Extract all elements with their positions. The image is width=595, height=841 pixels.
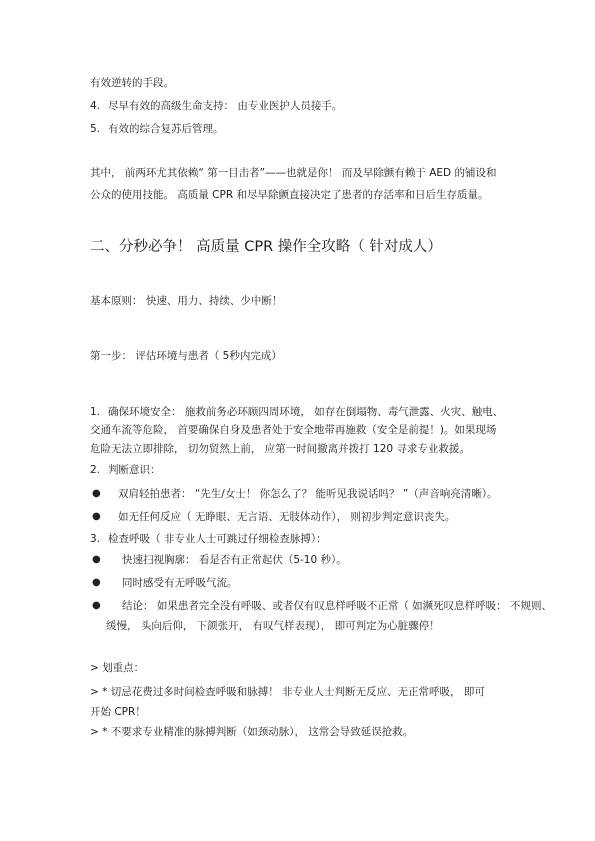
bullet-icon: ●: [92, 511, 101, 522]
bullet-icon: ●: [92, 577, 101, 588]
note-line: > * 切忌花费过多时间检查呼吸和脉搏！ 非专业人士判断无反应、无正常呼吸， 即可: [90, 686, 485, 698]
list-item: [90, 99, 342, 113]
list-number: 2.: [90, 464, 101, 476]
bullet-text: 同时感受有无呼吸气流。: [122, 577, 238, 589]
principle-text: 基本原则： 快速、用力、持续、少中断！: [90, 295, 283, 307]
list-text: 有效的综合复苏后管理。: [108, 123, 224, 135]
list-text: 检查呼吸（ 非专业人士可跳过仔细检查脉搏）：: [108, 533, 327, 545]
list-text: 尽早有效的高级生命支持： 由专业医护人员接手。: [108, 100, 343, 112]
bullet-item: [90, 487, 510, 501]
step-heading: 第一步： 评估环境与患者（ 5秒内完成）: [90, 350, 282, 362]
list-item: [90, 463, 161, 477]
bullet-item: [90, 576, 510, 590]
list-number: 1.: [90, 406, 101, 418]
paragraph-line: 缓慢， 头向后仰， 下颌张开， 有叹气样表现）， 即可判定为心脏骤停！: [106, 620, 440, 632]
list-item: [90, 122, 224, 136]
intro-text: 有效逆转的手段。: [90, 77, 174, 89]
list-item: [90, 405, 503, 419]
bullet-item: [90, 599, 553, 613]
list-text: 判断意识：: [108, 464, 161, 476]
bullet-text: 结论： 如果患者完全没有呼吸、或者仅有叹息样呼吸不正常（ 如濒死叹息样呼吸： 不规则、: [122, 600, 553, 612]
note-line: 开始 CPR！: [90, 706, 146, 718]
list-number: 4.: [90, 100, 101, 112]
bullet-icon: ●: [92, 600, 101, 611]
bullet-text: 双肩轻拍患者： “先生/女士！ 你怎么了？ 能听见我说话吗？ ”（声音响亮清晰）。: [118, 488, 498, 500]
bullet-icon: ●: [92, 554, 101, 565]
list-number: 5.: [90, 123, 101, 135]
bullet-item: [90, 553, 510, 567]
list-text: 确保环境安全： 施救前务必环顾四周环境， 如存在倒塌物、毒气泄露、火灾、触电、: [108, 406, 504, 418]
paragraph-line: 危险无法立即排除， 切勿贸然上前， 应第一时间撤离并拨打 120 寻求专业救援。: [90, 443, 470, 455]
bullet-text: 快速扫视胸廓： 看是否有正常起伏（5-10 秒）。: [122, 554, 347, 566]
note-heading: > 划重点：: [90, 662, 145, 674]
list-number: 3.: [90, 533, 101, 545]
paragraph-line: 其中， 前两环尤其依赖“ 第一目击者”——也就是你！ 而及早除颤有赖于 AED 的铺设和: [90, 167, 497, 179]
list-item: [90, 532, 327, 546]
section-heading: 二、分秒必争！ 高质量 CPR 操作全攻略（ 针对成人）: [90, 239, 442, 255]
bullet-text: 如无任何反应（ 无睁眼、无言语、无肢体动作）， 则初步判定意识丧失。: [118, 511, 456, 523]
paragraph-line: 交通车流等危险， 首要确保自身及患者处于安全地带再施救（安全是前提！)。如果现场: [90, 424, 497, 436]
note-line: > * 不要求专业精准的脉搏判断（如颈动脉）， 这常会导致延误抢救。: [90, 726, 414, 738]
bullet-item: [90, 510, 510, 524]
paragraph-line: 公众的使用技能。 高质量 CPR 和尽早除颤直接决定了患者的存活率和日后生存质量。: [90, 189, 489, 201]
bullet-icon: ●: [92, 488, 101, 499]
